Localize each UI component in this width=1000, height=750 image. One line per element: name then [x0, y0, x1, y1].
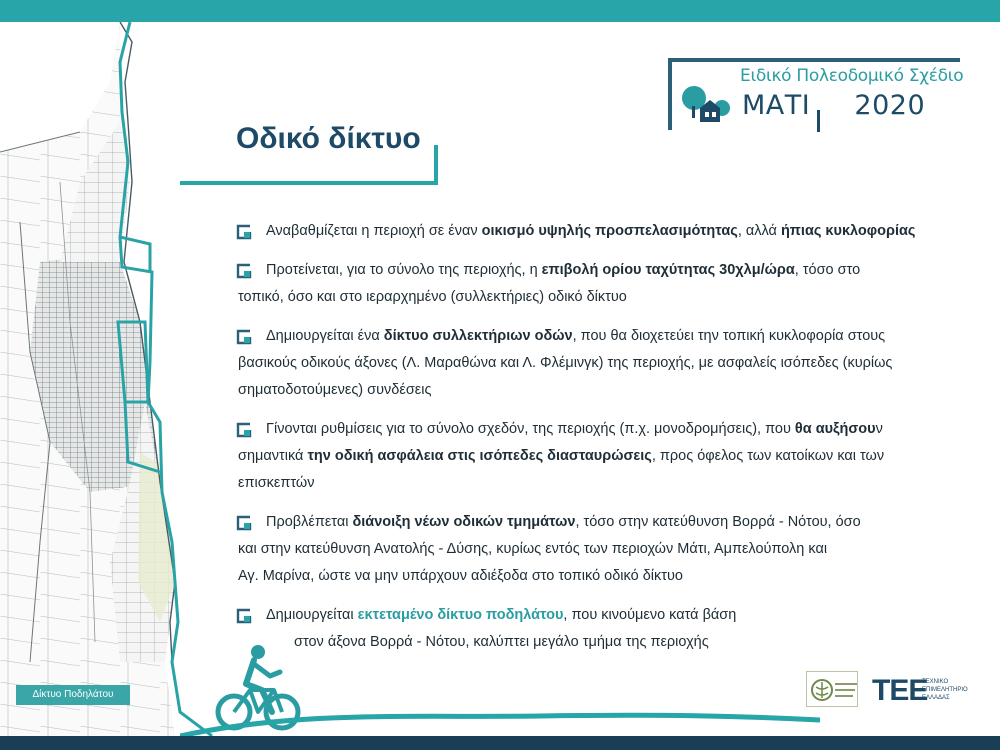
bullet-text: ν	[875, 421, 883, 437]
checkbox-icon	[236, 515, 252, 531]
logo-title-left: ΜΑΤΙ	[742, 90, 811, 121]
bullet-emphasis: οικισμό υψηλής προσπελασιμότητας	[481, 223, 738, 239]
bullet-item	[234, 257, 974, 311]
bullet-continuation: Αγ. Μαρίνα, ώστε να μην υπάρχουν αδιέξοδα στο τοπικό οδικό δίκτυο	[238, 568, 683, 584]
bullet-text: Αναβαθμίζεται η περιοχή σε έναν	[266, 223, 482, 239]
tee-logo: ΤΕΕ	[872, 674, 928, 707]
bullet-continuation: τοπικό, όσο και στο ιεραρχημένο (συλλεκτήριες) οδικό δίκτυο	[238, 289, 627, 305]
bullet-text: σημαντικά	[238, 448, 308, 464]
top-bar	[0, 0, 1000, 22]
bullet-item	[234, 218, 974, 245]
bullet-text: Προβλέπεται	[266, 514, 353, 530]
bullet-emphasis: διάνοιξη νέων οδικών τμημάτων	[352, 514, 576, 530]
bullet-continuation: και στην κατεύθυνση Ανατολής - Δύσης, κυρίως εντός των περιοχών Μάτι, Αμπελούπολη και	[238, 541, 828, 557]
bullet-emphasis: την οδική ασφάλεια στις ισόπεδες διασταυρώσεις	[307, 448, 652, 464]
bullet-text: επισκεπτών	[238, 475, 315, 491]
ministry-logo	[806, 671, 858, 707]
bullet-continuation: βασικούς οδικούς άξονες (Λ. Μαραθώνα και Λ. Φλέμινγκ) της περιοχής, με ασφαλείς ισόπεδες (κυρίως	[238, 355, 893, 371]
checkbox-icon	[236, 224, 252, 240]
bullet-emphasis: ήπιας κυκλοφορίας	[780, 223, 916, 239]
bottom-bar	[0, 736, 1000, 750]
bullet-text: Προτείνεται, για το σύνολο της περιοχής, η	[266, 262, 542, 278]
checkbox-icon	[236, 422, 252, 438]
tee-logo-subtitle: ΤΕΧΝΙΚΟ ΕΠΙΜΕΛΗΤΗΡΙΟ ΕΛΛΑΔΑΣ	[922, 679, 968, 701]
bullet-item	[234, 509, 974, 590]
bullet-emphasis: θα αυξήσου	[794, 421, 876, 437]
ministry-emblem-icon	[810, 677, 834, 703]
logo-title	[742, 90, 925, 121]
bullet-continuation: στον άξονα Βορρά - Νότου, καλύπτει μεγάλο τμήμα της περιοχής	[294, 634, 709, 650]
page-title: Οδικό δίκτυο	[236, 122, 421, 155]
bullet-text: Δημιουργείται ένα	[266, 328, 384, 344]
bullet-continuation: σηματοδοτούμενες) συνδέσεις	[238, 382, 432, 398]
bullet-text: Γίνονται ρυθμίσεις για το σύνολο σχεδόν, της περιοχής (π.χ. μονοδρομήσεις), που	[266, 421, 795, 437]
houses-trees-icon	[678, 72, 738, 128]
logo-subtitle: Ειδικό Πολεοδομικό Σχέδιο	[740, 66, 964, 86]
bullet-continuation	[238, 443, 974, 470]
bullet-text: , που θα διοχετεύει την τοπική κυκλοφορία στους	[572, 328, 886, 344]
map-drawing	[0, 22, 215, 736]
bullet-continuation	[238, 470, 974, 497]
logo-title-right: 2020	[854, 90, 926, 121]
cycle-network-legend: Δίκτυο Ποδηλάτου	[16, 685, 130, 705]
footer-wave	[180, 690, 820, 736]
bullet-item	[234, 416, 974, 497]
checkbox-icon	[236, 329, 252, 345]
logo-divider	[817, 110, 820, 132]
bullet-item	[234, 602, 974, 656]
bullet-list	[234, 218, 974, 668]
bullet-text: Δημιουργείται	[266, 607, 358, 623]
project-logo	[668, 58, 964, 130]
bullet-text: , τόσο στο	[794, 262, 861, 278]
map-panel	[0, 22, 215, 736]
bullet-text: , προς όφελος των κατοίκων και των	[651, 448, 885, 464]
bullet-item	[234, 323, 974, 404]
bullet-text: , που κινούμενο κατά βάση	[563, 607, 737, 623]
checkbox-icon	[236, 608, 252, 624]
checkbox-icon	[236, 263, 252, 279]
bullet-emphasis: δίκτυο συλλεκτήριων οδών	[383, 328, 573, 344]
bullet-text: , αλλά	[737, 223, 781, 239]
bullet-emphasis: εκτεταμένο δίκτυο ποδηλάτου	[357, 607, 564, 623]
bullet-text: , τόσο στην κατεύθυνση Βορρά - Νότου, όσο	[575, 514, 861, 530]
bullet-emphasis: επιβολή ορίου ταχύτητας 30χλμ/ώρα	[541, 262, 795, 278]
